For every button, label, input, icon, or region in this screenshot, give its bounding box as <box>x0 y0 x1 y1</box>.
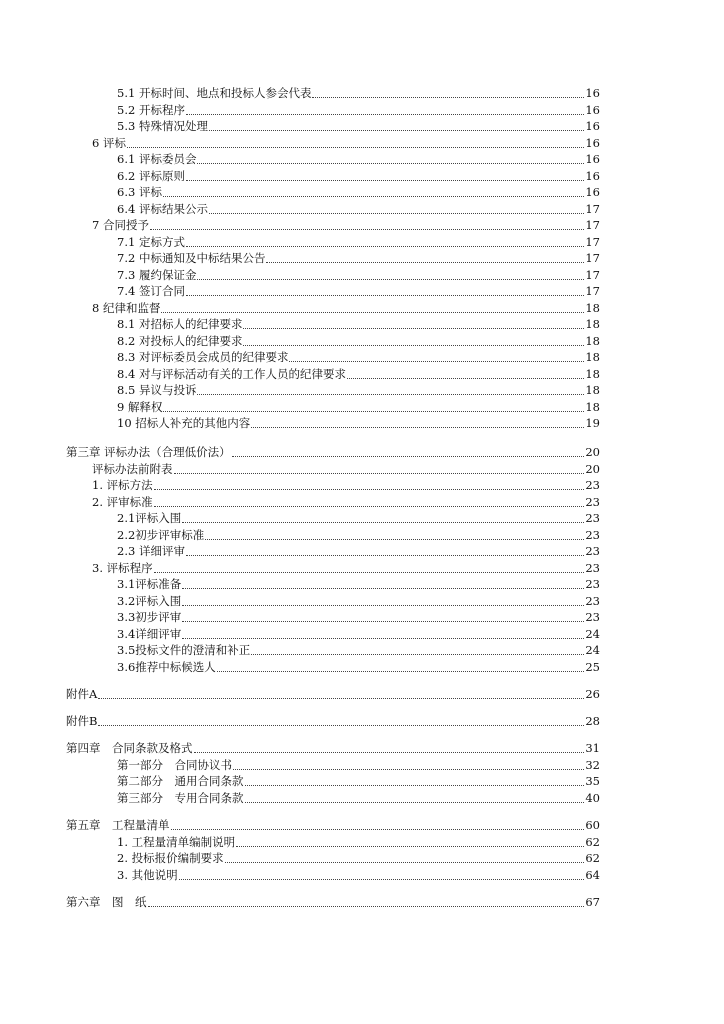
toc-entry-title: 3. 其他说明 <box>117 868 178 882</box>
toc-entry-title: 7.1 定标方式 <box>117 235 185 249</box>
toc-entry-title: 第五章 工程量清单 <box>66 818 170 832</box>
toc-entry-title: 第二部分 通用合同条款 <box>117 774 244 788</box>
toc-entry[interactable] <box>117 399 600 416</box>
toc-entry[interactable] <box>117 773 600 790</box>
toc-entry-title: 2. 评审标准 <box>92 495 153 509</box>
toc-entry-page-number: 23 <box>585 594 600 608</box>
toc-entry[interactable] <box>117 283 600 300</box>
toc-entry[interactable] <box>117 349 600 366</box>
toc-entry[interactable] <box>117 316 600 333</box>
dot-leader <box>163 411 584 412</box>
toc-entry[interactable] <box>117 102 600 119</box>
toc-entry-page-number: 16 <box>585 86 600 100</box>
toc-entry[interactable] <box>92 217 600 234</box>
dot-leader <box>98 725 584 726</box>
dot-leader <box>194 752 585 753</box>
dot-leader <box>209 213 584 214</box>
dot-leader <box>347 378 584 379</box>
toc-entry-title: 6.4 评标结果公示 <box>117 202 208 216</box>
toc-entry-title: 8.5 异议与投诉 <box>117 383 197 397</box>
toc-entry[interactable] <box>117 543 600 560</box>
toc-entry[interactable] <box>92 300 600 317</box>
toc-entry[interactable] <box>117 757 600 774</box>
toc-entry-page-number: 23 <box>585 544 600 558</box>
toc-entry-page-number: 16 <box>585 136 600 150</box>
toc-entry[interactable] <box>117 267 600 284</box>
toc-entry-title: 附件B <box>66 714 98 728</box>
dot-leader <box>243 328 584 329</box>
toc-entry-title: 8 纪律和监督 <box>92 301 161 315</box>
toc-entry-page-number: 35 <box>585 774 600 788</box>
dot-leader <box>171 829 585 830</box>
toc-entry-title: 3.2评标入围 <box>117 594 182 608</box>
dot-leader <box>205 539 584 540</box>
dot-leader <box>186 114 584 115</box>
toc-entry-title: 3. 评标程序 <box>92 561 153 575</box>
toc-entry[interactable] <box>66 740 600 757</box>
toc-entry[interactable] <box>117 867 600 884</box>
toc-entry-page-number: 18 <box>585 383 600 397</box>
toc-entry-page-number: 23 <box>585 495 600 509</box>
dot-leader <box>186 246 584 247</box>
toc-entry-page-number: 23 <box>585 478 600 492</box>
dot-leader <box>197 163 584 164</box>
toc-entry-title: 8.2 对投标人的纪律要求 <box>117 334 243 348</box>
toc-entry-page-number: 26 <box>585 687 600 701</box>
toc-entry[interactable] <box>117 234 600 251</box>
toc-entry[interactable] <box>117 333 600 350</box>
toc-entry[interactable] <box>117 850 600 867</box>
toc-entry-page-number: 18 <box>585 367 600 381</box>
dot-leader <box>251 427 584 428</box>
toc-entry-page-number: 23 <box>585 511 600 525</box>
toc-entry-title: 5.3 特殊情况处理 <box>117 119 208 133</box>
toc-entry-title: 5.2 开标程序 <box>117 103 185 117</box>
toc-entry-page-number: 18 <box>585 301 600 315</box>
toc-entry-title: 7.4 签订合同 <box>117 284 185 298</box>
toc-entry-title: 6.2 评标原则 <box>117 169 185 183</box>
toc-entry-page-number: 23 <box>585 528 600 542</box>
toc-entry[interactable] <box>117 168 600 185</box>
toc-entry-page-number: 17 <box>585 218 600 232</box>
toc-entry-page-number: 23 <box>585 610 600 624</box>
dot-leader <box>182 621 584 622</box>
toc-entry-page-number: 23 <box>585 561 600 575</box>
toc-entry[interactable] <box>117 659 600 676</box>
toc-entry-page-number: 18 <box>585 400 600 414</box>
dot-leader <box>148 906 585 907</box>
dot-leader <box>233 769 584 770</box>
dot-leader <box>174 473 585 474</box>
toc-entry-title: 第三章 评标办法（合理低价法） <box>66 445 231 459</box>
toc-entry-page-number: 16 <box>585 185 600 199</box>
toc-entry-title: 3.4详细评审 <box>117 627 182 641</box>
toc-entry[interactable] <box>117 510 600 527</box>
toc-entry-page-number: 16 <box>585 103 600 117</box>
toc-entry-title: 2.3 详细评审 <box>117 544 185 558</box>
dot-leader <box>182 588 584 589</box>
dot-leader <box>179 879 585 880</box>
toc-entry[interactable] <box>117 609 600 626</box>
toc-entry-title: 2.1评标入围 <box>117 511 182 525</box>
dot-leader <box>197 394 584 395</box>
toc-entry[interactable] <box>117 118 600 135</box>
toc-entry[interactable] <box>66 894 600 911</box>
dot-leader <box>225 862 585 863</box>
toc-entry[interactable] <box>117 415 600 432</box>
dot-leader <box>98 698 584 699</box>
toc-entry[interactable] <box>117 85 600 102</box>
toc-entry-title: 3.6推荐中标候选人 <box>117 660 216 674</box>
toc-entry-page-number: 16 <box>585 119 600 133</box>
toc-entry-page-number: 16 <box>585 152 600 166</box>
toc-entry[interactable] <box>66 713 600 730</box>
dot-leader <box>245 802 585 803</box>
toc-entry[interactable] <box>117 366 600 383</box>
toc-entry-page-number: 17 <box>585 202 600 216</box>
toc-entry-title: 8.3 对评标委员会成员的纪律要求 <box>117 350 289 364</box>
toc-entry[interactable] <box>117 642 600 659</box>
toc-entry-title: 3.3初步评审 <box>117 610 182 624</box>
toc-entry-title: 7.3 履约保证金 <box>117 268 197 282</box>
toc-entry-page-number: 64 <box>585 868 600 882</box>
toc-entry-title: 1. 工程量清单编制说明 <box>117 835 236 849</box>
toc-entry[interactable] <box>92 494 600 511</box>
toc-entry-page-number: 18 <box>585 317 600 331</box>
toc-entry-page-number: 60 <box>585 818 600 832</box>
dot-leader <box>186 180 584 181</box>
toc-entry-page-number: 18 <box>585 334 600 348</box>
dot-leader <box>243 345 584 346</box>
toc-entry[interactable] <box>117 790 600 807</box>
toc-entry-title: 附件A <box>66 687 98 701</box>
dot-leader <box>232 456 585 457</box>
dot-leader <box>182 638 584 639</box>
toc-entry[interactable] <box>117 184 600 201</box>
toc-entry[interactable] <box>117 593 600 610</box>
toc-entry-page-number: 25 <box>585 660 600 674</box>
toc-entry-page-number: 17 <box>585 284 600 298</box>
dot-leader <box>154 489 585 490</box>
dot-leader <box>186 295 584 296</box>
dot-leader <box>197 279 584 280</box>
dot-leader <box>245 785 585 786</box>
toc-entry-title: 评标办法前附表 <box>92 462 173 476</box>
toc-entry[interactable] <box>117 834 600 851</box>
dot-leader <box>127 147 584 148</box>
dot-leader <box>154 506 585 507</box>
dot-leader <box>182 605 584 606</box>
toc-entry[interactable] <box>66 444 600 461</box>
toc-entry-title: 第三部分 专用合同条款 <box>117 791 244 805</box>
toc-entry-title: 9 解释权 <box>117 400 163 414</box>
toc-entry-title: 6.1 评标委员会 <box>117 152 197 166</box>
toc-entry-title: 第六章 图 纸 <box>66 895 147 909</box>
toc-entry-page-number: 18 <box>585 350 600 364</box>
toc-entry-title: 7.2 中标通知及中标结果公告 <box>117 251 266 265</box>
toc-entry-title: 2.2初步评审标准 <box>117 528 205 542</box>
toc-entry-title: 2. 投标报价编制要求 <box>117 851 224 865</box>
toc-entry[interactable] <box>117 527 600 544</box>
toc-entry-title: 1. 评标方法 <box>92 478 153 492</box>
toc-entry[interactable] <box>117 576 600 593</box>
toc-entry-page-number: 40 <box>585 791 600 805</box>
toc-entry-page-number: 20 <box>585 462 600 476</box>
toc-entry-page-number: 17 <box>585 235 600 249</box>
dot-leader <box>161 312 584 313</box>
toc-entry-title: 8.1 对招标人的纪律要求 <box>117 317 243 331</box>
toc-entry-page-number: 19 <box>585 416 600 430</box>
dot-leader <box>312 97 584 98</box>
dot-leader <box>154 572 585 573</box>
dot-leader <box>236 846 584 847</box>
toc-entry[interactable] <box>117 151 600 168</box>
toc-entry[interactable] <box>117 250 600 267</box>
toc-entry[interactable] <box>92 135 600 152</box>
toc-entry-page-number: 62 <box>585 835 600 849</box>
toc-entry-title: 7 合同授予 <box>92 218 149 232</box>
toc-entry-title: 6.3 评标 <box>117 185 162 199</box>
toc-entry-title: 5.1 开标时间、地点和投标人参会代表 <box>117 86 312 100</box>
toc-entry-page-number: 23 <box>585 577 600 591</box>
toc-entry[interactable] <box>117 201 600 218</box>
toc-entry-page-number: 24 <box>585 643 600 657</box>
toc-entry[interactable] <box>92 477 600 494</box>
toc-entry[interactable] <box>117 382 600 399</box>
toc-entry[interactable] <box>92 560 600 577</box>
toc-entry-title: 3.1评标准备 <box>117 577 182 591</box>
toc-entry-page-number: 17 <box>585 251 600 265</box>
toc-entry-title: 8.4 对与评标活动有关的工作人员的纪律要求 <box>117 367 346 381</box>
toc-entry-page-number: 28 <box>585 714 600 728</box>
toc-entry-page-number: 31 <box>585 741 600 755</box>
toc-entry-title: 6 评标 <box>92 136 126 150</box>
toc-entry-page-number: 67 <box>585 895 600 909</box>
toc-entry-page-number: 20 <box>585 445 600 459</box>
dot-leader <box>289 361 584 362</box>
toc-entry-page-number: 62 <box>585 851 600 865</box>
toc-entry[interactable] <box>66 686 600 703</box>
dot-leader <box>209 130 584 131</box>
toc-entry[interactable] <box>92 461 600 478</box>
toc-entry-page-number: 24 <box>585 627 600 641</box>
dot-leader <box>150 229 584 230</box>
toc-entry-page-number: 16 <box>585 169 600 183</box>
toc-entry-title: 10 招标人补充的其他内容 <box>117 416 251 430</box>
toc-entry-title: 第一部分 合同协议书 <box>117 758 232 772</box>
toc-entry-title: 第四章 合同条款及格式 <box>66 741 193 755</box>
dot-leader <box>251 654 584 655</box>
toc-entry[interactable] <box>66 817 600 834</box>
toc-entry[interactable] <box>117 626 600 643</box>
toc-entry-page-number: 32 <box>585 758 600 772</box>
dot-leader <box>163 196 584 197</box>
dot-leader <box>182 522 584 523</box>
dot-leader <box>266 262 584 263</box>
dot-leader <box>186 555 584 556</box>
toc-entry-page-number: 17 <box>585 268 600 282</box>
dot-leader <box>217 671 585 672</box>
toc-entry-title: 3.5投标文件的澄清和补正 <box>117 643 251 657</box>
